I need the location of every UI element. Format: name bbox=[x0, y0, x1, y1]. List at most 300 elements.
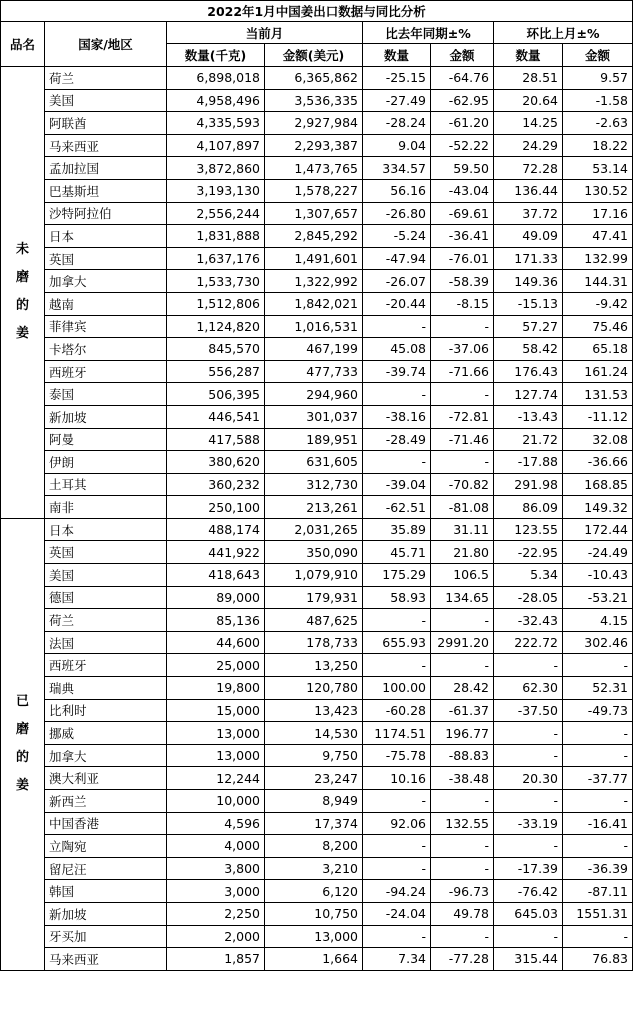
yoy-amount-cell: -88.83 bbox=[431, 744, 494, 767]
table-row bbox=[1, 722, 633, 745]
current-amount-cell: 312,730 bbox=[265, 473, 363, 496]
table-row bbox=[1, 247, 633, 270]
table-title: 2022年1月中国姜出口数据与同比分析 bbox=[1, 1, 633, 22]
country-cell: 新加坡 bbox=[45, 902, 167, 925]
country-cell: 阿曼 bbox=[45, 428, 167, 451]
mom-amount-cell: -1.58 bbox=[563, 89, 633, 112]
table-row bbox=[1, 767, 633, 790]
mom-amount-cell: -37.77 bbox=[563, 767, 633, 790]
yoy-amount-cell: - bbox=[431, 383, 494, 406]
mom-qty-cell: -28.05 bbox=[494, 586, 563, 609]
yoy-amount-cell: -71.66 bbox=[431, 360, 494, 383]
mom-amount-cell: -16.41 bbox=[563, 812, 633, 835]
current-amount-cell: 1,016,531 bbox=[265, 315, 363, 338]
country-cell: 韩国 bbox=[45, 880, 167, 903]
yoy-qty-cell: -5.24 bbox=[363, 225, 431, 248]
table-row bbox=[1, 677, 633, 700]
mom-amount-cell: 32.08 bbox=[563, 428, 633, 451]
table-row bbox=[1, 518, 633, 541]
mom-amount-cell: 130.52 bbox=[563, 179, 633, 202]
yoy-qty-cell: 10.16 bbox=[363, 767, 431, 790]
table-row bbox=[1, 609, 633, 632]
table-body bbox=[1, 67, 633, 971]
table-row bbox=[1, 225, 633, 248]
country-cell: 新西兰 bbox=[45, 790, 167, 813]
header-mom: 环比上月±% bbox=[494, 22, 633, 44]
mom-amount-cell: -9.42 bbox=[563, 292, 633, 315]
yoy-amount-cell: 134.65 bbox=[431, 586, 494, 609]
table-row bbox=[1, 857, 633, 880]
header-country: 国家/地区 bbox=[45, 22, 167, 67]
yoy-amount-cell: 31.11 bbox=[431, 518, 494, 541]
header-yoy-qty: 数量 bbox=[363, 44, 431, 67]
country-cell: 中国香港 bbox=[45, 812, 167, 835]
country-cell: 阿联酋 bbox=[45, 112, 167, 135]
current-amount-cell: 3,536,335 bbox=[265, 89, 363, 112]
current-amount-cell: 294,960 bbox=[265, 383, 363, 406]
current-qty-cell: 4,107,897 bbox=[167, 134, 265, 157]
current-amount-cell: 1,322,992 bbox=[265, 270, 363, 293]
yoy-amount-cell: 49.78 bbox=[431, 902, 494, 925]
mom-amount-cell: 302.46 bbox=[563, 631, 633, 654]
mom-qty-cell: 171.33 bbox=[494, 247, 563, 270]
mom-amount-cell: 18.22 bbox=[563, 134, 633, 157]
country-cell: 法国 bbox=[45, 631, 167, 654]
mom-qty-cell: - bbox=[494, 835, 563, 858]
table-row bbox=[1, 880, 633, 903]
current-amount-cell: 1,473,765 bbox=[265, 157, 363, 180]
table-row bbox=[1, 134, 633, 157]
current-qty-cell: 25,000 bbox=[167, 654, 265, 677]
mom-amount-cell: -2.63 bbox=[563, 112, 633, 135]
mom-amount-cell: 76.83 bbox=[563, 948, 633, 971]
country-cell: 英国 bbox=[45, 247, 167, 270]
table-row bbox=[1, 790, 633, 813]
yoy-qty-cell: -47.94 bbox=[363, 247, 431, 270]
yoy-amount-cell: -77.28 bbox=[431, 948, 494, 971]
yoy-qty-cell: -26.80 bbox=[363, 202, 431, 225]
table-row bbox=[1, 925, 633, 948]
current-qty-cell: 2,000 bbox=[167, 925, 265, 948]
country-cell: 土耳其 bbox=[45, 473, 167, 496]
current-qty-cell: 13,000 bbox=[167, 722, 265, 745]
mom-qty-cell: 222.72 bbox=[494, 631, 563, 654]
current-qty-cell: 3,800 bbox=[167, 857, 265, 880]
yoy-qty-cell: 45.08 bbox=[363, 338, 431, 361]
current-amount-cell: 10,750 bbox=[265, 902, 363, 925]
table-row bbox=[1, 541, 633, 564]
current-amount-cell: 1,079,910 bbox=[265, 564, 363, 587]
yoy-amount-cell: - bbox=[431, 835, 494, 858]
table-row bbox=[1, 631, 633, 654]
mom-qty-cell: 62.30 bbox=[494, 677, 563, 700]
current-qty-cell: 556,287 bbox=[167, 360, 265, 383]
country-cell: 牙买加 bbox=[45, 925, 167, 948]
current-qty-cell: 2,250 bbox=[167, 902, 265, 925]
current-qty-cell: 1,637,176 bbox=[167, 247, 265, 270]
yoy-amount-cell: - bbox=[431, 790, 494, 813]
mom-qty-cell: 123.55 bbox=[494, 518, 563, 541]
country-cell: 荷兰 bbox=[45, 609, 167, 632]
current-amount-cell: 631,605 bbox=[265, 451, 363, 474]
mom-qty-cell: 37.72 bbox=[494, 202, 563, 225]
mom-qty-cell: 149.36 bbox=[494, 270, 563, 293]
current-amount-cell: 2,293,387 bbox=[265, 134, 363, 157]
yoy-amount-cell: -37.06 bbox=[431, 338, 494, 361]
table-row bbox=[1, 112, 633, 135]
mom-amount-cell: 1551.31 bbox=[563, 902, 633, 925]
current-amount-cell: 13,000 bbox=[265, 925, 363, 948]
table-row bbox=[1, 157, 633, 180]
yoy-qty-cell: 58.93 bbox=[363, 586, 431, 609]
country-cell: 日本 bbox=[45, 518, 167, 541]
yoy-amount-cell: -61.37 bbox=[431, 699, 494, 722]
yoy-qty-cell: - bbox=[363, 835, 431, 858]
mom-amount-cell: - bbox=[563, 790, 633, 813]
yoy-qty-cell: - bbox=[363, 315, 431, 338]
table-row bbox=[1, 473, 633, 496]
yoy-amount-cell: -69.61 bbox=[431, 202, 494, 225]
yoy-amount-cell: 59.50 bbox=[431, 157, 494, 180]
yoy-qty-cell: 334.57 bbox=[363, 157, 431, 180]
yoy-qty-cell: -94.24 bbox=[363, 880, 431, 903]
current-amount-cell: 467,199 bbox=[265, 338, 363, 361]
current-amount-cell: 6,365,862 bbox=[265, 67, 363, 90]
country-cell: 西班牙 bbox=[45, 360, 167, 383]
product-category-char: 的 bbox=[15, 298, 29, 314]
product-category-cell bbox=[1, 67, 45, 519]
table-row bbox=[1, 338, 633, 361]
current-qty-cell: 1,533,730 bbox=[167, 270, 265, 293]
country-cell: 马来西亚 bbox=[45, 134, 167, 157]
mom-qty-cell: -15.13 bbox=[494, 292, 563, 315]
mom-qty-cell: 14.25 bbox=[494, 112, 563, 135]
yoy-amount-cell: 106.5 bbox=[431, 564, 494, 587]
current-qty-cell: 1,831,888 bbox=[167, 225, 265, 248]
product-category-char: 的 bbox=[15, 750, 29, 766]
header-mom-qty: 数量 bbox=[494, 44, 563, 67]
yoy-qty-cell: - bbox=[363, 383, 431, 406]
mom-qty-cell: - bbox=[494, 925, 563, 948]
current-qty-cell: 85,136 bbox=[167, 609, 265, 632]
current-qty-cell: 4,596 bbox=[167, 812, 265, 835]
country-cell: 立陶宛 bbox=[45, 835, 167, 858]
product-category-char: 磨 bbox=[15, 722, 29, 738]
current-qty-cell: 1,124,820 bbox=[167, 315, 265, 338]
yoy-qty-cell: -26.07 bbox=[363, 270, 431, 293]
current-qty-cell: 441,922 bbox=[167, 541, 265, 564]
mom-amount-cell: 52.31 bbox=[563, 677, 633, 700]
yoy-amount-cell: -72.81 bbox=[431, 405, 494, 428]
mom-amount-cell: 168.85 bbox=[563, 473, 633, 496]
mom-qty-cell: -17.39 bbox=[494, 857, 563, 880]
yoy-amount-cell: -76.01 bbox=[431, 247, 494, 270]
mom-qty-cell: -22.95 bbox=[494, 541, 563, 564]
current-qty-cell: 3,872,860 bbox=[167, 157, 265, 180]
yoy-qty-cell: -39.74 bbox=[363, 360, 431, 383]
product-category-char: 姜 bbox=[15, 326, 29, 342]
current-amount-cell: 2,927,984 bbox=[265, 112, 363, 135]
mom-qty-cell: 28.51 bbox=[494, 67, 563, 90]
mom-amount-cell: 132.99 bbox=[563, 247, 633, 270]
mom-qty-cell: - bbox=[494, 790, 563, 813]
mom-amount-cell: -36.39 bbox=[563, 857, 633, 880]
mom-qty-cell: 136.44 bbox=[494, 179, 563, 202]
country-cell: 菲律宾 bbox=[45, 315, 167, 338]
yoy-amount-cell: -70.82 bbox=[431, 473, 494, 496]
current-qty-cell: 4,958,496 bbox=[167, 89, 265, 112]
header-current-amount: 金额(美元) bbox=[265, 44, 363, 67]
yoy-amount-cell: -96.73 bbox=[431, 880, 494, 903]
mom-amount-cell: -10.43 bbox=[563, 564, 633, 587]
product-category-char: 已 bbox=[15, 694, 29, 710]
yoy-qty-cell: - bbox=[363, 925, 431, 948]
mom-amount-cell: -49.73 bbox=[563, 699, 633, 722]
current-amount-cell: 179,931 bbox=[265, 586, 363, 609]
current-qty-cell: 1,512,806 bbox=[167, 292, 265, 315]
current-amount-cell: 1,842,021 bbox=[265, 292, 363, 315]
mom-amount-cell: 131.53 bbox=[563, 383, 633, 406]
current-amount-cell: 8,200 bbox=[265, 835, 363, 858]
current-amount-cell: 14,530 bbox=[265, 722, 363, 745]
country-cell: 西班牙 bbox=[45, 654, 167, 677]
yoy-qty-cell: -20.44 bbox=[363, 292, 431, 315]
yoy-amount-cell: -71.46 bbox=[431, 428, 494, 451]
yoy-qty-cell: -27.49 bbox=[363, 89, 431, 112]
current-qty-cell: 418,643 bbox=[167, 564, 265, 587]
yoy-qty-cell: -75.78 bbox=[363, 744, 431, 767]
mom-qty-cell: 176.43 bbox=[494, 360, 563, 383]
product-category-char: 磨 bbox=[15, 270, 29, 286]
mom-qty-cell: -33.19 bbox=[494, 812, 563, 835]
current-qty-cell: 446,541 bbox=[167, 405, 265, 428]
yoy-amount-cell: - bbox=[431, 857, 494, 880]
current-qty-cell: 13,000 bbox=[167, 744, 265, 767]
mom-amount-cell: 17.16 bbox=[563, 202, 633, 225]
yoy-amount-cell: 2991.20 bbox=[431, 631, 494, 654]
current-amount-cell: 3,210 bbox=[265, 857, 363, 880]
yoy-amount-cell: -36.41 bbox=[431, 225, 494, 248]
mom-qty-cell: 127.74 bbox=[494, 383, 563, 406]
yoy-qty-cell: 100.00 bbox=[363, 677, 431, 700]
yoy-amount-cell: - bbox=[431, 654, 494, 677]
current-amount-cell: 17,374 bbox=[265, 812, 363, 835]
table-row bbox=[1, 812, 633, 835]
table-row bbox=[1, 948, 633, 971]
mom-qty-cell: 58.42 bbox=[494, 338, 563, 361]
yoy-qty-cell: -62.51 bbox=[363, 496, 431, 519]
current-amount-cell: 2,031,265 bbox=[265, 518, 363, 541]
mom-amount-cell: -24.49 bbox=[563, 541, 633, 564]
yoy-qty-cell: - bbox=[363, 609, 431, 632]
table-row bbox=[1, 202, 633, 225]
yoy-qty-cell: 56.16 bbox=[363, 179, 431, 202]
country-cell: 德国 bbox=[45, 586, 167, 609]
current-qty-cell: 15,000 bbox=[167, 699, 265, 722]
mom-qty-cell: -32.43 bbox=[494, 609, 563, 632]
yoy-qty-cell: -60.28 bbox=[363, 699, 431, 722]
country-cell: 伊朗 bbox=[45, 451, 167, 474]
mom-qty-cell: 20.30 bbox=[494, 767, 563, 790]
yoy-qty-cell: 45.71 bbox=[363, 541, 431, 564]
mom-amount-cell: 149.32 bbox=[563, 496, 633, 519]
current-amount-cell: 350,090 bbox=[265, 541, 363, 564]
current-amount-cell: 178,733 bbox=[265, 631, 363, 654]
yoy-amount-cell: -81.08 bbox=[431, 496, 494, 519]
mom-qty-cell: -17.88 bbox=[494, 451, 563, 474]
mom-qty-cell: 72.28 bbox=[494, 157, 563, 180]
product-category-cell bbox=[1, 518, 45, 970]
country-cell: 瑞典 bbox=[45, 677, 167, 700]
yoy-qty-cell: - bbox=[363, 654, 431, 677]
current-qty-cell: 4,335,593 bbox=[167, 112, 265, 135]
mom-amount-cell: 65.18 bbox=[563, 338, 633, 361]
yoy-qty-cell: -39.04 bbox=[363, 473, 431, 496]
mom-qty-cell: -13.43 bbox=[494, 405, 563, 428]
mom-amount-cell: 53.14 bbox=[563, 157, 633, 180]
current-qty-cell: 6,898,018 bbox=[167, 67, 265, 90]
mom-amount-cell: 144.31 bbox=[563, 270, 633, 293]
mom-amount-cell: - bbox=[563, 744, 633, 767]
current-qty-cell: 250,100 bbox=[167, 496, 265, 519]
yoy-amount-cell: 21.80 bbox=[431, 541, 494, 564]
current-qty-cell: 12,244 bbox=[167, 767, 265, 790]
table-row bbox=[1, 179, 633, 202]
mom-amount-cell: 172.44 bbox=[563, 518, 633, 541]
mom-qty-cell: 645.03 bbox=[494, 902, 563, 925]
yoy-qty-cell: 35.89 bbox=[363, 518, 431, 541]
yoy-qty-cell: -24.04 bbox=[363, 902, 431, 925]
table-row bbox=[1, 270, 633, 293]
table-row bbox=[1, 451, 633, 474]
yoy-qty-cell: -38.16 bbox=[363, 405, 431, 428]
mom-qty-cell: -76.42 bbox=[494, 880, 563, 903]
mom-amount-cell: 75.46 bbox=[563, 315, 633, 338]
yoy-amount-cell: 132.55 bbox=[431, 812, 494, 835]
country-cell: 加拿大 bbox=[45, 744, 167, 767]
mom-qty-cell: 5.34 bbox=[494, 564, 563, 587]
mom-qty-cell: 86.09 bbox=[494, 496, 563, 519]
country-cell: 泰国 bbox=[45, 383, 167, 406]
mom-amount-cell: 161.24 bbox=[563, 360, 633, 383]
country-cell: 新加坡 bbox=[45, 405, 167, 428]
yoy-qty-cell: - bbox=[363, 790, 431, 813]
current-amount-cell: 1,307,657 bbox=[265, 202, 363, 225]
mom-qty-cell: 315.44 bbox=[494, 948, 563, 971]
country-cell: 南非 bbox=[45, 496, 167, 519]
mom-qty-cell: 20.64 bbox=[494, 89, 563, 112]
country-cell: 马来西亚 bbox=[45, 948, 167, 971]
table-row bbox=[1, 89, 633, 112]
yoy-qty-cell: 7.34 bbox=[363, 948, 431, 971]
yoy-amount-cell: -43.04 bbox=[431, 179, 494, 202]
mom-amount-cell: -11.12 bbox=[563, 405, 633, 428]
yoy-qty-cell: -28.24 bbox=[363, 112, 431, 135]
current-amount-cell: 2,845,292 bbox=[265, 225, 363, 248]
current-qty-cell: 417,588 bbox=[167, 428, 265, 451]
header-mom-amount: 金额 bbox=[563, 44, 633, 67]
mom-amount-cell: - bbox=[563, 722, 633, 745]
current-qty-cell: 845,570 bbox=[167, 338, 265, 361]
mom-qty-cell: 49.09 bbox=[494, 225, 563, 248]
yoy-amount-cell: -64.76 bbox=[431, 67, 494, 90]
country-cell: 沙特阿拉伯 bbox=[45, 202, 167, 225]
yoy-qty-cell: 92.06 bbox=[363, 812, 431, 835]
mom-qty-cell: - bbox=[494, 654, 563, 677]
current-qty-cell: 19,800 bbox=[167, 677, 265, 700]
mom-qty-cell: - bbox=[494, 722, 563, 745]
current-qty-cell: 10,000 bbox=[167, 790, 265, 813]
yoy-amount-cell: 28.42 bbox=[431, 677, 494, 700]
current-qty-cell: 44,600 bbox=[167, 631, 265, 654]
current-qty-cell: 380,620 bbox=[167, 451, 265, 474]
current-amount-cell: 8,949 bbox=[265, 790, 363, 813]
table-row bbox=[1, 902, 633, 925]
mom-amount-cell: - bbox=[563, 925, 633, 948]
current-qty-cell: 3,000 bbox=[167, 880, 265, 903]
mom-qty-cell: 24.29 bbox=[494, 134, 563, 157]
table-row bbox=[1, 835, 633, 858]
current-amount-cell: 6,120 bbox=[265, 880, 363, 903]
header-yoy-amount: 金额 bbox=[431, 44, 494, 67]
mom-amount-cell: -36.66 bbox=[563, 451, 633, 474]
header-current-month: 当前月 bbox=[167, 22, 363, 44]
current-amount-cell: 477,733 bbox=[265, 360, 363, 383]
mom-amount-cell: 9.57 bbox=[563, 67, 633, 90]
country-cell: 加拿大 bbox=[45, 270, 167, 293]
yoy-amount-cell: -38.48 bbox=[431, 767, 494, 790]
current-qty-cell: 4,000 bbox=[167, 835, 265, 858]
current-amount-cell: 487,625 bbox=[265, 609, 363, 632]
current-amount-cell: 1,491,601 bbox=[265, 247, 363, 270]
country-cell: 英国 bbox=[45, 541, 167, 564]
mom-amount-cell: 4.15 bbox=[563, 609, 633, 632]
country-cell: 澳大利亚 bbox=[45, 767, 167, 790]
table-row bbox=[1, 744, 633, 767]
yoy-amount-cell: - bbox=[431, 925, 494, 948]
table-row bbox=[1, 654, 633, 677]
current-amount-cell: 120,780 bbox=[265, 677, 363, 700]
current-amount-cell: 213,261 bbox=[265, 496, 363, 519]
yoy-qty-cell: - bbox=[363, 451, 431, 474]
yoy-qty-cell: -28.49 bbox=[363, 428, 431, 451]
country-cell: 美国 bbox=[45, 564, 167, 587]
country-cell: 卡塔尔 bbox=[45, 338, 167, 361]
mom-qty-cell: 57.27 bbox=[494, 315, 563, 338]
mom-qty-cell: -37.50 bbox=[494, 699, 563, 722]
current-qty-cell: 506,395 bbox=[167, 383, 265, 406]
product-category-char: 姜 bbox=[15, 778, 29, 794]
country-cell: 巴基斯坦 bbox=[45, 179, 167, 202]
yoy-amount-cell: -62.95 bbox=[431, 89, 494, 112]
current-amount-cell: 189,951 bbox=[265, 428, 363, 451]
table-row bbox=[1, 67, 633, 90]
current-amount-cell: 13,250 bbox=[265, 654, 363, 677]
table-row bbox=[1, 315, 633, 338]
yoy-amount-cell: - bbox=[431, 609, 494, 632]
yoy-amount-cell: 196.77 bbox=[431, 722, 494, 745]
mom-amount-cell: -53.21 bbox=[563, 586, 633, 609]
current-amount-cell: 23,247 bbox=[265, 767, 363, 790]
country-cell: 挪威 bbox=[45, 722, 167, 745]
current-qty-cell: 1,857 bbox=[167, 948, 265, 971]
table-row bbox=[1, 428, 633, 451]
current-amount-cell: 13,423 bbox=[265, 699, 363, 722]
current-qty-cell: 3,193,130 bbox=[167, 179, 265, 202]
yoy-qty-cell: 9.04 bbox=[363, 134, 431, 157]
table-row bbox=[1, 586, 633, 609]
header-yoy: 比去年同期±% bbox=[363, 22, 494, 44]
